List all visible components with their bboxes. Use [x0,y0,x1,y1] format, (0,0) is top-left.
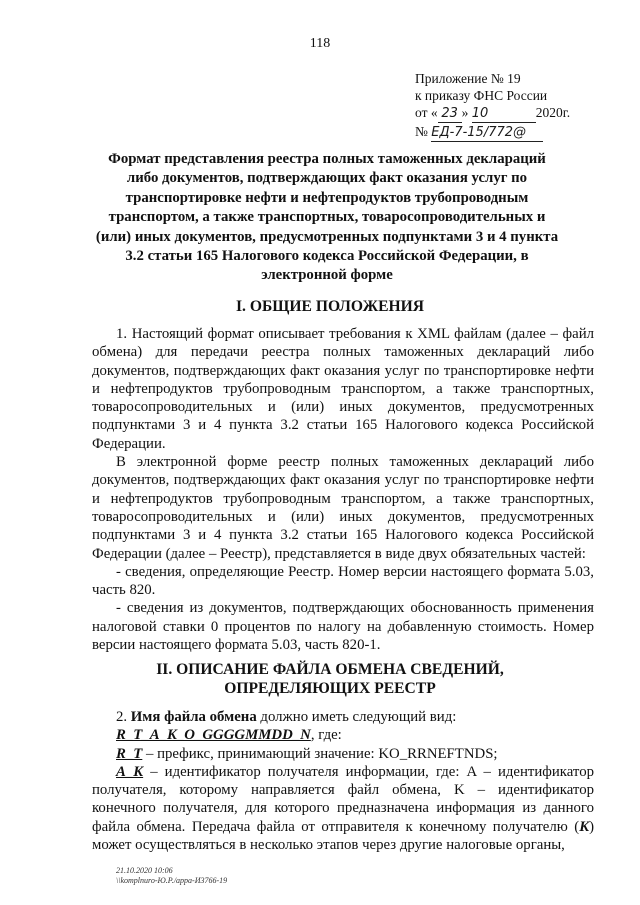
ak-text-2: ) может осуществляться в несколько этапов через другие налоговые органы, [92,818,594,854]
filename-pattern: R_T_A_K_O_GGGGMMDD_N [116,727,311,744]
appendix-number [415,123,570,142]
filename-pattern-line [92,726,594,744]
footer-stamp [116,866,227,886]
filename-suffix: , где: [310,727,342,744]
section1-body [92,325,594,654]
number-prefix: № [415,124,428,139]
appendix-date [415,104,570,123]
footer-line2: \\komplnuro-Ю.Р./appa-И3766-19 [116,876,228,885]
section2-body [92,708,594,854]
ak-text-1: – идентификатор получателя информации, где: A – идентификатор получателя, которому направляется файл обмена, K – идентификатор конечного получателя, для которого предназначена информация из данного файла обмена. Передача файла от отправителя к конечному получателю ( [92,763,594,835]
ak-definition [92,763,594,854]
p1-num: 2. [116,709,131,725]
page-number: 118 [309,36,331,51]
rt-definition [92,745,594,763]
date-mid: » [461,105,472,120]
section1-paragraph-3: - сведения, определяющие Реестр. Номер версии настоящего формата 5.03, часть 820. [92,563,594,599]
rt-code: R_T [116,745,143,762]
footer-line1: 21.10.2020 10:06 [116,866,173,875]
date-year: 2020г. [535,105,571,120]
document-title: Формат представления реестра полных таможенных деклараций либо документов, подтверждающих факт оказания услуг по транспортировке нефти и нефтепродуктов трубопроводным транспортом, а также транспортных, товаросопроводительных и (или) иных документов, предусмотренных подпунктами 3 и 4 пункта 3.2 статьи 165 Налогового кодекса Российской Федерации, в электронной форме [95,151,559,284]
ak-k: K [579,818,590,835]
number-value: ЕД-7-15/772@ [431,124,543,142]
rt-text: – префикс, принимающий значение: KO_RRNEFTNDS; [142,745,498,762]
section1-paragraph-2: В электронной форме реестр полных таможенных деклараций либо документов, подтверждающих факт оказания услуг по транспортировке нефти и нефтепродуктов трубопроводным транспортом, а также транспортных, товаросопроводительных и (или) иных документов, предусмотренных подпунктами 3 и 4 пункта 3.2 статьи 165 Налогового кодекса Российской Федерации (далее – Реестр), представляется в виде двух обязательных частей: [92,454,594,562]
p1-rest: должно иметь следующий вид: [256,709,457,725]
appendix-line1: Приложение № 19 [415,71,521,86]
appendix-block [415,70,570,142]
date-day: 23 [438,105,462,123]
date-month: 10 [472,105,536,123]
section2-paragraph-1 [92,708,594,726]
section1-paragraph-4: - сведения из документов, подтверждающих обоснованность применения налоговой ставки 0 процентов по налогу на добавленную стоимость. Номер версии настоящего формата 5.03, часть 820-1. [92,600,594,654]
ak-code: A_K [116,763,144,780]
section2-heading: II. ОПИСАНИЕ ФАЙЛА ОБМЕНА СВЕДЕНИЙ, ОПРЕДЕЛЯЮЩИХ РЕЕСТР [156,661,504,697]
section1-heading: I. ОБЩИЕ ПОЛОЖЕНИЯ [235,298,425,315]
date-prefix: от « [415,105,438,120]
section1-paragraph-1: 1. Настоящий формат описывает требования к XML файлам (далее – файл обмена) для передачи реестра полных таможенных деклараций либо документов, подтверждающих факт оказания услуг по транспортировке нефти и нефтепродуктов трубопроводным транспортом, а также транспортных, товаросопроводительных и (или) иных документов, предусмотренных подпунктами 3 и 4 пункта 3.2 статьи 165 Налогового кодекса Российской Федерации. [92,326,594,452]
appendix-line2: к приказу ФНС России [415,88,548,103]
p1-bold: Имя файла обмена [130,709,257,725]
